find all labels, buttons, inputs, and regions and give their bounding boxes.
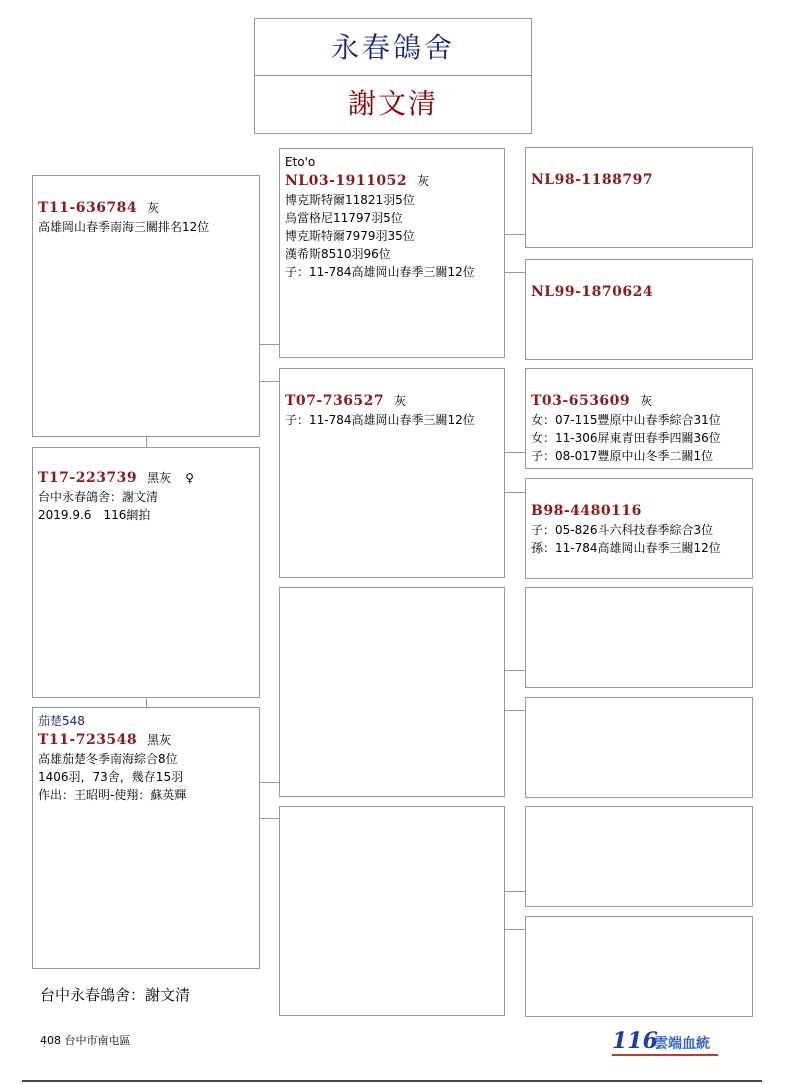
- subject-line: 高雄岡山春季南海三關排名12位: [38, 220, 210, 234]
- sss-ring: NL98-1188797: [531, 172, 654, 188]
- logo-underline: [612, 1054, 718, 1056]
- sds-color: 灰: [640, 394, 653, 408]
- connector: [505, 929, 526, 930]
- sds-line: 女：11-306屏東青田春季四關36位: [531, 431, 721, 445]
- connector: [505, 272, 526, 273]
- connector: [505, 234, 526, 235]
- subject-card: [32, 175, 260, 437]
- ss-line: 博克斯特爾7979羽35位: [285, 229, 415, 243]
- sds-ring: T03-653609: [531, 393, 631, 409]
- sds-line: 子：08-017豐原中山冬季二關1位: [531, 449, 714, 463]
- dam-line: 高雄茄楚冬季南海綜合8位: [38, 752, 178, 766]
- dam-line: 1406羽，73舍，幾存15羽: [38, 770, 184, 784]
- connector: [505, 710, 526, 711]
- connector: [505, 452, 526, 453]
- loft-name: 永春鴿舍: [255, 19, 531, 76]
- empty-card: [525, 697, 753, 798]
- ss-line: 漢希斯8510羽96位: [285, 247, 391, 261]
- dam-ring: T11-723548: [38, 732, 138, 748]
- ancestor-card: [525, 478, 753, 579]
- sdd-line: 孫：11-784高雄岡山春季三關12位: [531, 541, 721, 555]
- dam-card: [32, 707, 260, 969]
- sd-color: 灰: [394, 394, 407, 408]
- footer-loft: 台中永春鴿舍：謝文清: [40, 986, 191, 1004]
- sdd-ring: B98-4480116: [531, 503, 642, 519]
- logo-text: 雲端血統: [654, 1036, 710, 1052]
- connector: [505, 670, 526, 671]
- ancestor-card: [525, 147, 753, 248]
- empty-card: [279, 587, 505, 797]
- connector: [260, 782, 280, 783]
- empty-card: [525, 587, 753, 688]
- connector: [260, 381, 280, 382]
- empty-card: [525, 806, 753, 907]
- ss-name: Eto'o: [285, 155, 316, 169]
- ss-color: 灰: [417, 174, 430, 188]
- sire-sex: ♀: [185, 471, 194, 485]
- logo: [612, 1028, 722, 1056]
- grandsire-card: [279, 148, 505, 358]
- ancestor-card: [525, 259, 753, 360]
- sire-ring: T17-223739: [38, 470, 138, 486]
- sire-card: [32, 447, 260, 698]
- owner-name: 謝文清: [347, 87, 438, 120]
- ss-line: 博克斯特爾11821羽5位: [285, 193, 415, 207]
- connector: [260, 344, 280, 345]
- connector: [505, 891, 526, 892]
- address: 408 台中市南屯區: [40, 1034, 131, 1047]
- ancestor-card: [525, 368, 753, 469]
- sire-line: 2019.9.6 116網拍: [38, 508, 151, 522]
- dam-name: 茄楚548: [38, 714, 85, 728]
- ssd-ring: NL99-1870624: [531, 284, 654, 300]
- title-box: [254, 18, 532, 134]
- granddam-card: [279, 368, 505, 578]
- sdd-line: 子：05-826斗六科技春季綜合3位: [531, 523, 714, 537]
- empty-card: [525, 916, 753, 1017]
- sire-color: 黑灰: [147, 471, 172, 485]
- connector: [260, 818, 280, 819]
- dam-line: 作出：王昭明-使翔：蘇英輝: [38, 788, 187, 802]
- ss-line: 烏當格尼11797羽5位: [285, 211, 403, 225]
- subject-ring: T11-636784: [38, 200, 138, 216]
- connector: [505, 492, 526, 493]
- subject-color: 灰: [147, 201, 160, 215]
- dam-color: 黑灰: [147, 733, 172, 747]
- empty-card: [279, 806, 505, 1016]
- connector: [146, 698, 147, 707]
- sire-line: 台中永春鴿舍：謝文清: [38, 490, 159, 504]
- logo-number: 116: [612, 1028, 658, 1054]
- bottom-rule: [22, 1080, 762, 1082]
- sd-ring: T07-736527: [285, 393, 385, 409]
- ss-ring: NL03-1911052: [285, 173, 408, 189]
- connector: [146, 437, 147, 447]
- sds-line: 女：07-115豐原中山春季綜合31位: [531, 413, 721, 427]
- sd-line: 子：11-784高雄岡山春季三關12位: [285, 413, 475, 427]
- ss-line: 子：11-784高雄岡山春季三關12位: [285, 265, 475, 279]
